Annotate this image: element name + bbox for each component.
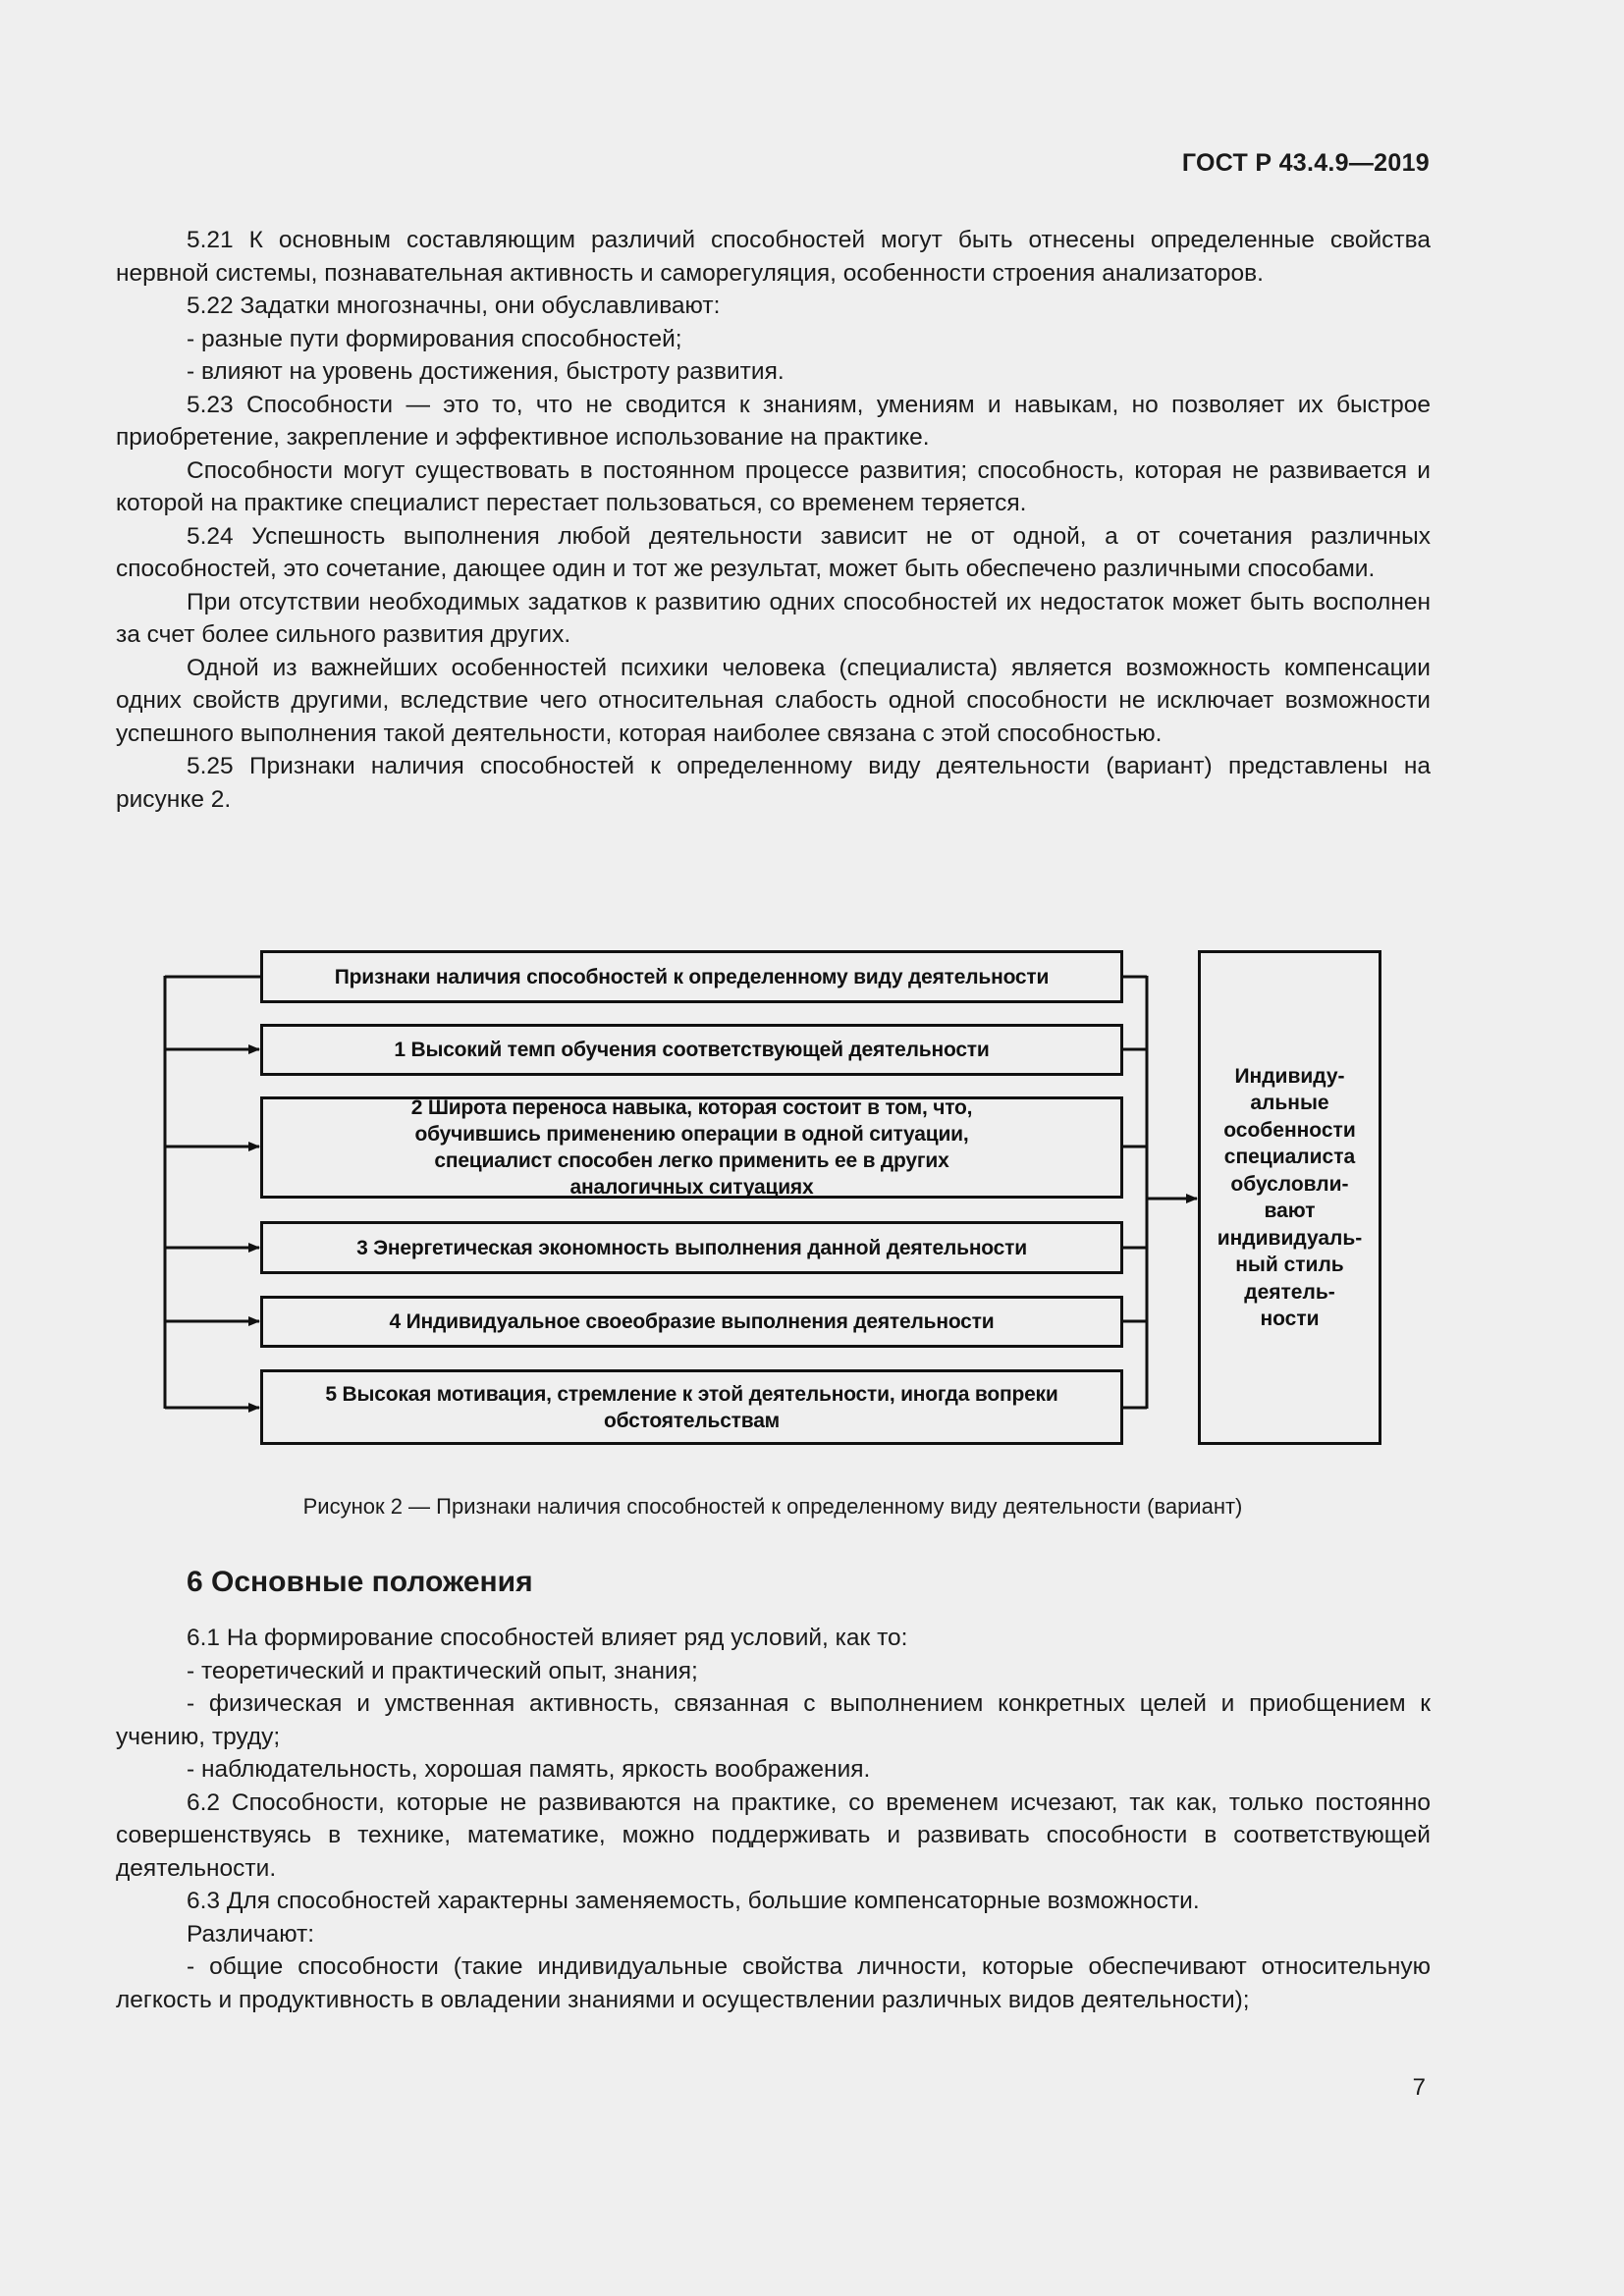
figure-result-box (1198, 950, 1381, 1445)
result-line: ности (1260, 1308, 1320, 1330)
document-code: ГОСТ Р 43.4.9—2019 (1181, 149, 1430, 177)
paragraph-5-24: 5.24 Успешность выполнения любой деятельности зависит не от одной, а от сочетания различных способностей, это сочетание, дающее один и тот же результат, может быть обеспечено различными способами. (116, 522, 1431, 582)
page-number: 7 (1412, 2074, 1426, 2101)
list-item: - теоретический и практический опыт, знания; (187, 1657, 698, 1684)
figure-box-3: 3 Энергетическая экономность выполнения данной деятельности (260, 1221, 1123, 1274)
result-line: ный стиль (1235, 1254, 1344, 1276)
list-item: - разные пути формирования способностей; (187, 325, 682, 352)
text-block-5 (116, 224, 1431, 816)
section-title: 6 Основные положения (187, 1566, 533, 1598)
paragraph-5-21: 5.21 К основным составляющим различий способностей могут быть отнесены определенные свойства нервной системы, познавательная активность и саморегуляция, особенности строения анализаторов. (116, 227, 1431, 287)
paragraph-5-22: 5.22 Задатки многозначны, они обуславливают: (187, 293, 721, 319)
figure-box-4: 4 Индивидуальное своеобразие выполнения деятельности (260, 1296, 1123, 1348)
result-line: специалиста (1223, 1146, 1356, 1168)
result-line: особенности (1223, 1118, 1356, 1142)
list-item: - наблюдательность, хорошая память, яркость воображения. (187, 1756, 871, 1783)
result-line: деятель- (1244, 1280, 1335, 1304)
result-line: индивидуаль- (1217, 1226, 1363, 1250)
result-line: Индивиду- (1234, 1064, 1345, 1088)
paragraph: При отсутствии необходимых задатков к развитию одних способностей их недостаток может быть восполнен за счет более сильного развития других. (116, 588, 1431, 648)
paragraph: Различают: (187, 1920, 315, 1948)
result-line: обусловли- (1230, 1172, 1349, 1196)
paragraph: Одной из важнейших особенностей психики человека (специалиста) является возможность компенсации одних свойств другими, вследствие чего относительная слабость одной способности не исключает возможности успешного выполнения такой деятельности, которая наиболее связана с этой способностью. (116, 654, 1431, 747)
figure-caption: Рисунок 2 — Признаки наличия способностей к определенному виду деятельности (вариант) (302, 1494, 1243, 1519)
list-item: - общие способности (такие индивидуальные свойства личности, которые обеспечивают относительную легкость и продуктивность в овладении знаниями и осуществлении различных видов деятельности); (116, 1953, 1431, 2013)
list-item: - физическая и умственная активность, связанная с выполнением конкретных целей и приобщением к учению, труду; (116, 1690, 1431, 1750)
paragraph-5-25: 5.25 Признаки наличия способностей к определенному виду деятельности (вариант) представлены на рисунке 2. (116, 753, 1431, 813)
paragraph-6-1: 6.1 На формирование способностей влияет ряд условий, как то: (187, 1625, 908, 1651)
list-item: - влияют на уровень достижения, быстроту развития. (187, 358, 785, 385)
text-block-6 (116, 1622, 1431, 2016)
paragraph: Способности могут существовать в постоянном процессе развития; способность, которая не развивается и которой на практике специалист перестает пользоваться, со временем теряется. (116, 456, 1431, 516)
figure-box-1: 1 Высокий темп обучения соответствующей деятельности (260, 1024, 1123, 1076)
result-line: вают (1264, 1200, 1316, 1222)
result-line: альные (1250, 1092, 1329, 1114)
paragraph-5-23: 5.23 Способности — это то, что не сводится к знаниям, умениям и навыкам, но позволяет их быстрое приобретение, закрепление и эффективное использование на практике. (116, 391, 1431, 451)
figure-box-2: 2 Широта переноса навыка, которая состоит в том, что, обучившись применению операции в одной ситуации, специалист способен легко применить ее в других аналогичных ситуациях (260, 1096, 1123, 1199)
figure-header-box: Признаки наличия способностей к определенному виду деятельности (260, 950, 1123, 1003)
paragraph-6-2: 6.2 Способности, которые не развиваются на практике, со временем исчезают, так как, только постоянно совершенствуясь в технике, математике, можно поддерживать и развивать способности в соответствующей деятельности. (116, 1789, 1431, 1882)
figure-box-5: 5 Высокая мотивация, стремление к этой деятельности, иногда вопреки обстоятельствам (260, 1369, 1123, 1445)
paragraph-6-3: 6.3 Для способностей характерны заменяемость, большие компенсаторные возможности. (187, 1888, 1200, 1914)
